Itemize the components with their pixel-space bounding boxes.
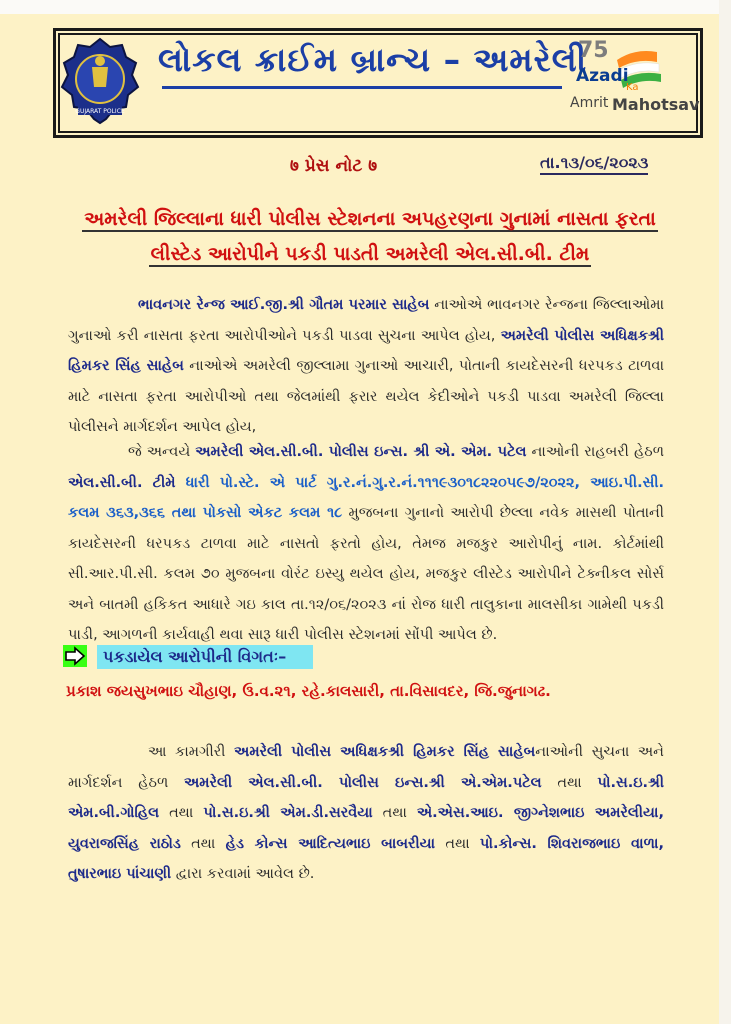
- press-note-label: ७ પ્રેસ નોટ ७: [290, 156, 378, 176]
- paragraph-2: [68, 437, 664, 651]
- right-arrow-icon: [63, 645, 87, 667]
- accused-details: પ્રકાશ જયસુખભાઇ ચૌહાણ, ઉ.વ.૨૧, રહે.કાલસારી, તા.વિસાવદર, જિ.જુનાગઢ.: [66, 682, 551, 700]
- logo-mahotsav-text: Mahotsav: [612, 95, 700, 114]
- p1-sp-name: અમરેલી પોલીસ અધિક્ષકશ્રી હિમકર સિંહ સાહેબ: [68, 327, 664, 374]
- p3-text-2: નાઓની સુચના અને માર્ગદર્શન હેઠળ: [68, 744, 664, 791]
- p1-ig-name: ભાવનગર રેન્જ આઈ.જી.શ્રી ગૌતમ પરમાર સાહેબ: [138, 297, 430, 313]
- p3-text-4: તથા: [159, 805, 204, 821]
- p3-text-7: તથા: [435, 835, 480, 852]
- p2-text-3: મુજબના ગુનાનો આરોપી છેલ્લા નવેક માસથી પોતાની કાયદેસરની ધરપકડ ટાળવા માટે નાસતો ફરતો હોય, તેમજ મજકુર આરોપીનું નામ. કોર્ટમાંથી સી.આર.પી.સી. કલમ ૭૦ મુજબના વોરંટ ઇસ્યુ થયેલ હોય, મજકુર લીસ્ટેડ આરોપીને ટેક્નીકલ સોર્સ અને બાતમી હકિકત આધારે ગઇ કાલ તા.૧૨/૦૬/૨૦૨૩ નાં રોજ ધારી તાલુકાના માલસીકા ગામેથી પકડી પાડી, આગળની કાર્યવાહી થવા સારૂ ધારી પોલીસ સ્ટેશનમાં સોંપી આપેલ છે.: [68, 505, 665, 643]
- headline-line-2: [60, 243, 680, 265]
- press-note-date: તા.૧૩/૦૬/૨૦૨૩: [540, 153, 648, 175]
- headline-line-1: [60, 208, 680, 230]
- p3-sp-name: અમરેલી પોલીસ અધિક્ષકશ્રી હિમકર સિંહ સાહેબ: [234, 744, 536, 760]
- arrow-bullet: [63, 645, 87, 667]
- headline-line-1-text: અમરેલી જિલ્લાના ધારી પોલીસ સ્ટેશનના અપહરણના ગુનામાં નાસતા ફરતા: [84, 208, 656, 230]
- logo-amrit-text: Amrit: [570, 95, 609, 111]
- headline-line-2-text: લીસ્ટેડ આરોપીને પકડી પાડતી અમરેલી એલ.સી.બી. ટીમ: [150, 243, 590, 265]
- top-margin: [0, 0, 731, 14]
- p3-head-constable: હેડ કોન્સ આદિત્યભાઇ બાબરીયા: [225, 835, 436, 852]
- logo-75-text: 75: [578, 38, 609, 63]
- p3-psi-gohil: પો.સ.ઇ.શ્રી એમ.બી.ગોહિલ: [68, 774, 664, 821]
- p3-text-8: દ્વારા કરવામાં આવેલ છે.: [171, 866, 315, 882]
- p2-text-1: જે અન્વયે: [128, 444, 196, 460]
- p3-psi-sarvaiya: પો.સ.ઇ.શ્રી એમ.ડી.સરવૈયા: [203, 805, 373, 821]
- page-title: લોકલ ક્રાઈમ બ્રાન્ચ – અમરેલી: [158, 40, 588, 79]
- logo-ka-text: Ka: [626, 82, 639, 93]
- title-underline: [162, 86, 562, 89]
- gujarat-police-badge-icon: [60, 37, 140, 125]
- logo-azadi-text: Azadi: [576, 66, 629, 86]
- p1-text-1: નાઓએ ભાવનગર રેન્જના જિલ્લાઓમા ગુનાઓ કરી નાસતા ફરતા આરોપીઓને પકડી પાડવા સુચના આપેલ હોય,: [68, 297, 664, 344]
- p3-text-1: આ કામગીરી: [148, 744, 235, 760]
- paragraph-3: [68, 737, 664, 890]
- p3-pi-name: અમરેલી એલ.સી.બી. પોલીસ ઇન્સ.શ્રી એ.એમ.પટેલ: [183, 774, 542, 791]
- p2-pi-name: અમરેલી એલ.સી.બી. પોલીસ ઇન્સ. શ્રી એ. એમ. પટેલ: [195, 444, 527, 460]
- p3-text-5: તથા: [372, 805, 417, 821]
- badge-text: GUJARAT POLICE: [75, 108, 125, 115]
- paragraph-1: [68, 290, 664, 443]
- p2-lcb-team: એલ.સી.બી. ટીમે: [68, 474, 176, 491]
- accused-heading: પકડાયેલ આરોપીની વિગતઃ–: [97, 645, 313, 669]
- p1-text-2: નાઓએ અમરેલી જીલ્લામા ગુનાઓ આચારી, પોતાની કાયદેસરની ધરપકડ ટાળવા માટે નાસતા ફરતા આરોપીઓ તથા જેલમાંથી ફરાર થયેલ કેદીઓને પકડી પાડવા અમરેલી જિલ્લા પોલીસને માર્ગદર્શન આપેલ હોય,: [68, 358, 664, 435]
- p3-constables: પો.કોન્સ. શિવરાજભાઇ વાળા, તુષારભાઇ પાંચાણી: [68, 835, 664, 882]
- p3-text-3: તથા: [541, 774, 598, 791]
- p2-case-details: ધારી પો.સ્ટે. એ પાર્ટ ગુ.ર.નં.ગુ.ર.નં.૧૧૧૯૩૦૧૮૨૨૦૫૯૭/૨૦૨૨, આઇ.પી.સી. કલમ ૩૬૩,૩૬૬ તથા પોકસો એકટ કલમ ૧૮: [68, 474, 665, 521]
- p2-text-2: નાઓની રાહબરી હેઠળ: [526, 444, 664, 460]
- right-margin: [719, 0, 731, 1024]
- p3-text-6: તથા: [180, 835, 226, 852]
- p3-asi-names: એ.એસ.આઇ. જીગ્નેશભાઇ અમરેલીયા, યુવરાજસિંહ રાઠોડ: [68, 805, 664, 852]
